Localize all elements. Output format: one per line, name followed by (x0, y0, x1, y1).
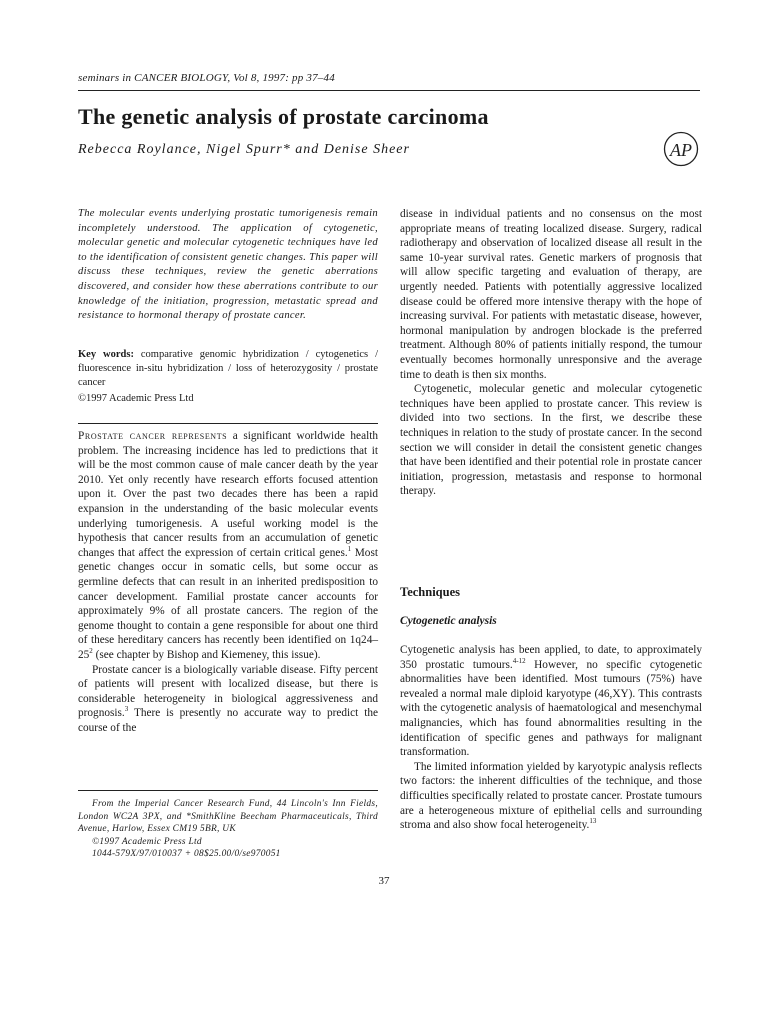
intro-text-1a: a significant worldwide health problem. The increasing incidence has led to predictions that it will be the most common cause of male cancer death by the year 2010. Yet only recently have research efforts focused attention upon it. Over the past two decades there has been a rapid expansion in the understanding of the basic molecular events underlying tumorigenesis. A useful working model is the hypothesis that cancer results from an accumulation of genetic changes that affect the expression of certain critical genes. (78, 430, 379, 559)
right-paragraph-3 (400, 643, 702, 760)
right-paragraph-4 (400, 760, 702, 833)
right-paragraph-1: disease in individual patients and no consensus on the most appropriate means of treating localized disease. Surgery, radical radiotherapy and observation of localized disease all result in the same 10-year survival rates. Genetic markers of prognosis that will allow specific targeting and evaluation of therapy, are urgently needed. Patients with potentially aggressive localized disease could be offered more intensive therapy with the hope of increasing survival. For patients with metastatic disease, however, hormonal manipulation by androgen blockade is the preferred treatment. Although 80% of patients initially respond, the tumour eventually becomes hormonally unresponsive and the average time to death is then six months. (400, 208, 702, 381)
header-rule (78, 90, 700, 91)
publisher-logo-icon (663, 131, 699, 167)
keywords-label: Key words: (78, 349, 134, 360)
journal-header: seminars in CANCER BIOLOGY, Vol 8, 1997: pp 37–44 (78, 72, 335, 84)
intro-lead: Prostate cancer represents (78, 430, 228, 442)
right-paragraph-2: Cytogenetic, molecular genetic and molecular cytogenetic techniques have been applied to prostate cancer. This review is divided into two sections. In the first, we describe these techniques in relation to the study of prostate cancer. In the second section we will consider in detail the consistent genetic changes that have been identified and their potential role in prostate cancer initiation, progression, metastasis and response to hormonal therapy. (400, 383, 702, 498)
reference-1: 1 (347, 544, 352, 553)
intro-column (78, 429, 378, 735)
reference-2: 2 (89, 647, 93, 656)
right-column-top (400, 207, 702, 499)
footnote (78, 798, 378, 861)
right-text-3b: However, no specific cytogenetic abnormalities have been identified. Most tumours (75%) have revealed a normal male diploid karyotype (46,XY). This contrasts with the cytogenetic analysis of haematological and mesenchymal malignancies, which has found abnormalities resulting in the identification of specific genes and pathways for malignant transformation. (400, 658, 702, 759)
intro-text-2a: Prostate cancer is a biologically variable disease. Fifty percent of patients will present with localized disease, but there is considerable heterogeneity in biological aggressiveness and prognosis. (78, 663, 378, 720)
keywords-text: comparative genomic hybridization / cytogenetics / fluorescence in-situ hybridization / loss of heterozygosity / prostate cancer (78, 349, 378, 388)
intro-paragraph-1 (78, 429, 378, 663)
subsection-heading-cytogenetic: Cytogenetic analysis (400, 615, 497, 627)
intro-paragraph-2 (78, 663, 378, 736)
keywords (78, 348, 378, 390)
article-authors: Rebecca Roylance, Nigel Spurr* and Denise Sheer (78, 142, 410, 157)
page-number: 37 (378, 875, 390, 887)
section-heading-techniques: Techniques (400, 585, 460, 599)
right-text-4a: The limited information yielded by karyotypic analysis reflects two factors: the inherent difficulties of the technique, and those difficulties specifically related to prostate cancer. Prostate tumours are a heterogeneous mixture of epithelial cells and surrounding stroma and also show focal heterogeneity. (400, 760, 702, 832)
abstract-copyright: ©1997 Academic Press Ltd (78, 393, 194, 404)
footnote-code: 1044-579X/97/010037 + 08$25.00/0/se970051 (92, 849, 281, 860)
abstract (78, 207, 378, 324)
reference-4-12: 4-12 (512, 656, 526, 665)
intro-text-1c: (see chapter by Bishop and Kiemeney, this issue). (92, 648, 321, 661)
footnote-affiliation: From the Imperial Cancer Research Fund, 44 Lincoln's Inn Fields, London WC2A 3PX, and *SmithKline Beecham Pharmaceuticals, Third Avenue, Harlow, Essex CM19 5BR, UK (78, 799, 378, 835)
right-text-3a: Cytogenetic analysis has been applied, to date, to approximately 350 prostatic tumours. (400, 644, 702, 671)
intro-text-2b: There is presently no accurate way to predict the course of the (78, 707, 378, 734)
intro-text-1b: Most genetic changes occur in somatic cells, but some occur as germline defects that can result in an inherited predisposition to cancer development. Familial prostate cancer accounts for approximately 9% of all prostate cancers. The region of the genome thought to contain a gene responsible for about one third of these hereditary cancers has recently been identified on 1q24–25 (78, 546, 378, 661)
abstract-rule (78, 423, 378, 424)
publisher-logo-text: AP (670, 140, 692, 160)
footnote-rule (78, 790, 378, 791)
footnote-copyright: ©1997 Academic Press Ltd (92, 836, 202, 847)
abstract-text: The molecular events underlying prostatic tumorigenesis remain incompletely understood. The application of cytogenetic, molecular genetic and molecular cytogenetic techniques have led to the identification of consistent genetic changes. This paper will discuss these techniques, review the genetic aberrations discovered, and consider how these aberrations contribute to our knowledge of the initiation, progression, metastatic spread and resistance to hormonal therapy of prostate cancer. (78, 208, 378, 322)
article-title: The genetic analysis of prostate carcinoma (78, 104, 489, 129)
right-column-bottom (400, 643, 702, 833)
reference-3: 3 (124, 705, 129, 714)
reference-13: 13 (589, 817, 597, 826)
